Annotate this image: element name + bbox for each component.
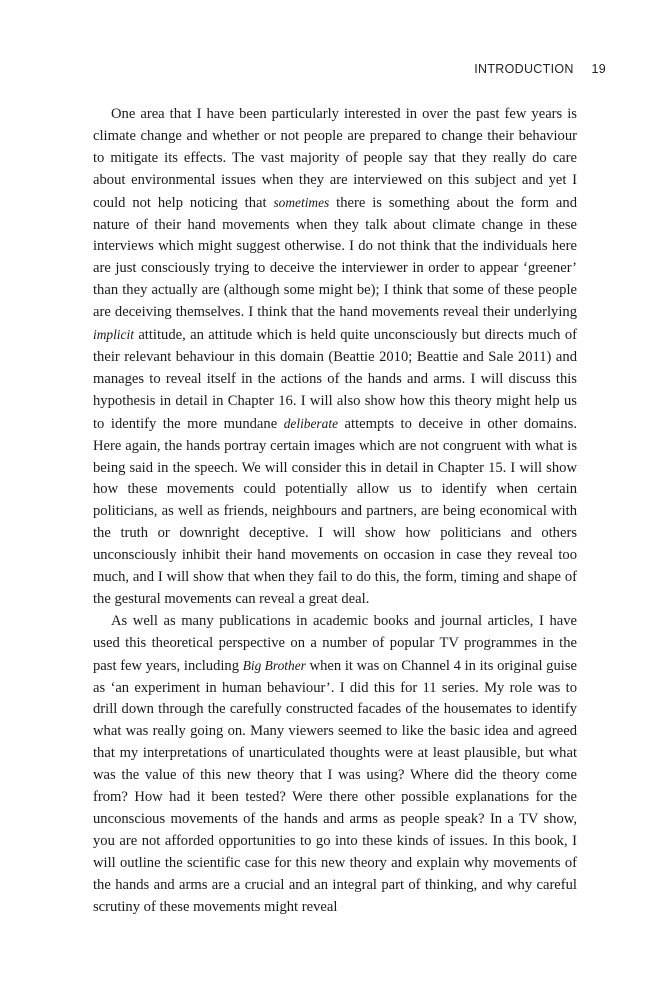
text-run: attempts to deceive in other domains. Here again, the hands portray certain images which are not congruent with what is being said in the speech. We will consider this in detail in Chapter 15. I will show how these movements could potentially allow us to identify when certain politicians, as well as friends, neighbours and partners, are being economical with the truth or downright deceptive. I will show how politicians and others unconsciously inhibit their hand movements on occasion in case they reveal too much, and I will show that when they fail to do this, the form, timing and shape of the gestural movements can reveal a great deal.	[93, 415, 578, 607]
body-text	[93, 104, 577, 919]
italic-text-run: sometimes	[273, 194, 330, 210]
paragraph	[93, 104, 577, 611]
section-title: INTRODUCTION	[474, 62, 574, 76]
italic-text-run: Big Brother	[242, 657, 306, 673]
text-run: there is something about the form and nature of their hand movements when they talk about climate change in these interviews which might suggest otherwise. I do not think that the individuals here are just consciously trying to deceive the interviewer in order to appear ‘greener’ than they actually are (although some might be); I think that some of these people are deceiving themselves. I think that the hand movements reveal their underlying	[93, 194, 577, 321]
paragraph	[93, 611, 577, 919]
page-number: 19	[591, 62, 606, 76]
italic-text-run: implicit	[93, 327, 134, 343]
running-head	[474, 62, 606, 76]
text-run: One area that I have been particularly interested in over the past few years is climate change and whether or not people are prepared to change their behaviour to mitigate its effects. The vast majority of people say that they really do care about environmental issues when they are interviewed on this subject and yet I could not help noticing that	[93, 106, 577, 211]
text-run: As well as many publications in academic books and journal articles, I have used this theoretical perspective on a number of popular TV programmes in the past few years, including	[93, 612, 577, 674]
text-run: when it was on Channel 4 in its original guise as ‘an experiment in human behaviour’. I did this for 11 series. My role was to drill down through the carefully constructed facades of the housemates to identify what was really going on. Many viewers seemed to like the basic idea and agreed that my interpretations of unarticulated thoughts were at least plausible, but what was the value of this new theory that I was using? Where did the theory come from? How had it been tested? Were there other possible explanations for the unconscious movements of the hands and arms as people speak? In a TV show, you are not afforded opportunities to go into these kinds of issues. In this book, I will outline the scientific case for this new theory and explain why movements of the hands and arms are a crucial and an integral part of thinking, and why careful scrutiny of these movements might reveal	[93, 657, 577, 915]
text-run: attitude, an attitude which is held quite unconsciously but directs much of their relevant behaviour in this domain (Beattie 2010; Beattie and Sale 2011) and manages to reveal itself in the actions of the hands and arms. I will discuss this hypothesis in detail in Chapter 16. I will also show how this theory might help us to identify the more mundane	[93, 327, 577, 432]
italic-text-run: deliberate	[283, 415, 339, 431]
